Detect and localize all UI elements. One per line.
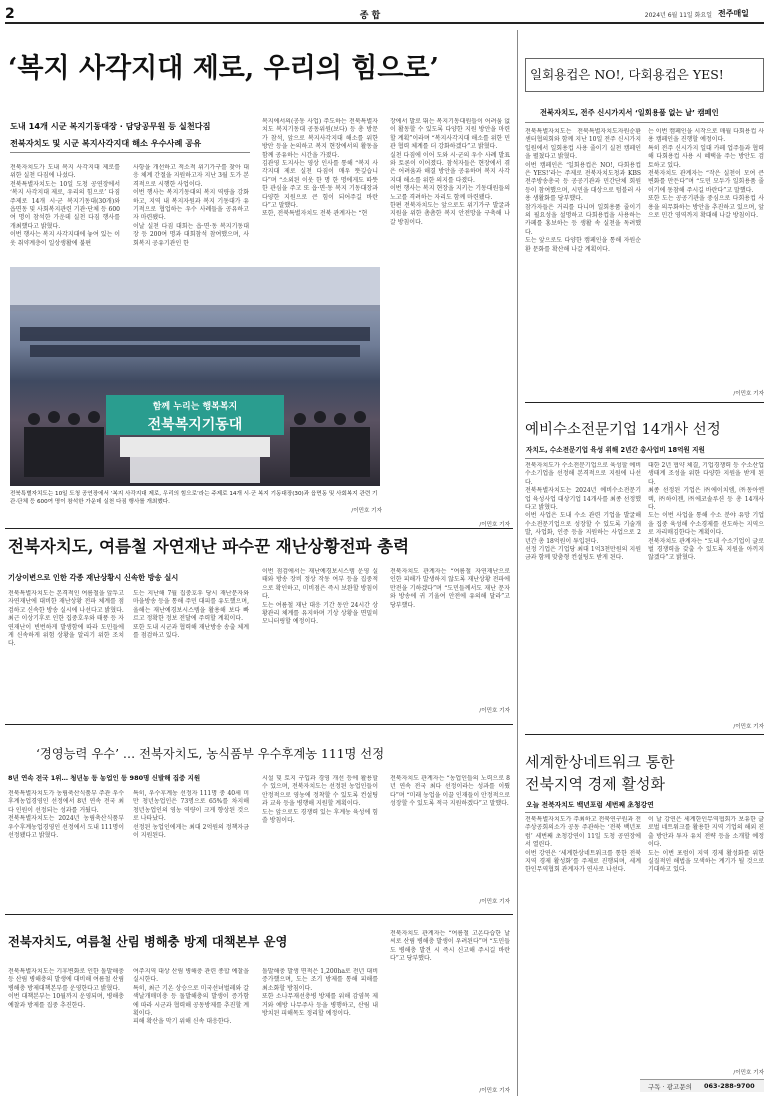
page-number: 2 <box>5 6 15 22</box>
article-headline: ‘경영능력 우수’ … 전북자치도, 농식품부 우수후계농 111명 선정 <box>36 747 385 761</box>
article-headline: ‘복지 사각지대 제로, 우리의 힘으로’ <box>8 53 439 84</box>
article-body: 전북자치도 관계자는 “농업인들의 노력으로 8년 연속 전국 최다 선정이라는 성과를 이뤘다”며 “미래 농업을 이끌 인재들이 안정적으로 성장할 수 있도록 적극 지원하겠다”고 말했다. <box>390 775 510 808</box>
article-byline: /이민호 기자 <box>479 708 510 714</box>
article-headline: 전북자치도, 여름철 산림 병해충 방제 대책본부 운영 <box>8 934 288 949</box>
article-headline: 예비수소전문기업 14개사 선정 <box>525 422 721 438</box>
article-body: 장에서 발로 뛰는 복지기동대원들이 어려움 없이 활동할 수 있도록 다양한 지원 방안을 마련할 계획”이라며 “복지사각지대 해소를 위한 민관 협력 체계를 더 강화하겠다”고 밝혔다. 실천 다짐에 이어 도와 시·군의 우수 사례 발표와 토론이 이어졌다. 참석자들은 현장에서 겪은 어려움과 해결 방안을 공유하며 복지 사각지대 해소를 위한 의지를 다졌다. 이번 행사는 복지 현장을 지키는 기동대원들의 노고를 격려하는 자리도 함께 마련됐다. 한편 전북자치도는 앞으로도 위기가구 발굴과 지원을 위한 촘촘한 복지 안전망을 구축해 나갈 방침이다. <box>390 118 510 226</box>
section-rule <box>5 724 513 725</box>
article-subheading: 전북자치도 및 시군 복지사각지대 해소 우수사례 공유 <box>10 138 202 148</box>
article-headline: 세계한상네트워크 통한 <box>525 753 675 771</box>
section-rule <box>5 914 513 915</box>
article-body: 전북특별자치도는 기후변화로 인한 돌발해충 등 산림 병해충의 발생에 대비해 여름철 산림 병해충 방제대책본부를 운영한다고 밝혔다. 이번 대책본부는 10월까지 운영되며, 병해충 예찰과 방제를 집중 추진한다. <box>8 968 124 1009</box>
article-subheading: 도내 14개 시군 복지기동대장 · 담당공무원 등 실천다짐 <box>10 121 211 131</box>
issue-date: 2024년 6월 11일 화요일 <box>644 12 712 19</box>
column-divider <box>517 30 518 1096</box>
article-body: 특히, 우수후계농 선정자 111명 중 40세 미만 청년농업인은 73명으로 65%를 차지해 청년농업인의 영농 역량이 크게 향상된 것으로 나타났다. 선정된 농업인에게는 최대 2억원의 정책자금이 지원된다. <box>133 790 249 840</box>
article-body: 전북자치도 관계자는 “여름철 고온다습한 날씨로 산림 병해충 발생이 우려된다”며 “도민들도 병해충 발견 시 즉시 신고해 주시길 바란다”고 당부했다. <box>390 930 510 963</box>
article-headline: 전북자치도, 여름철 자연재난 파수꾼 재난상황전파 총력 <box>8 537 410 556</box>
divider <box>525 458 764 459</box>
photo-caption: 전북특별자치도는 10일 도청 공연장에서 ‘복지 사각지대 제로, 우리의 힘으로’라는 주제로 14개 시·군 복지 기동대장(30)과 읍면동 및 사회복지 관련 기관·단체 등 600여 명이 참석한 가운데 실천 다짐 행사를 개최했다. <box>10 491 378 505</box>
article-body: 이번 점검에서는 재난예경보시스템 운영 실태와 방송 장비 정상 작동 여부 등을 집중적으로 확인하고, 미비점은 즉시 보완할 방침이다. 도는 여름철 재난 대응 기간 동안 24시간 상황관리 체계를 유지하며 기상 상황을 면밀히 모니터링할 예정이다. <box>262 568 378 626</box>
article-body: 는 이번 캠페인을 시작으로 매월 다회용컵 사용 캠페인을 진행할 예정이다. 특히 전주 신시가지 일대 카페 업주들과 협력해 다회용컵 사용 시 혜택을 주는 방안도 검토하고 있다. 전북자치도 관계자는 “작은 실천이 모여 큰 변화를 만든다”며 “도민 모두가 일회용품 줄이기에 동참해 주시길 바란다”고 말했다. 또한 도는 공공기관을 중심으로 다회용컵 사용을 의무화하는 방안을 추진하고 있으며, 앞으로 민간 영역까지 확대해 나갈 방침이다. <box>648 128 764 220</box>
article-subheading: 기상이변으로 인한 각종 재난상황시 신속한 방송 실시 <box>8 573 179 582</box>
divider <box>10 152 250 153</box>
article-body: 대한 2년 협약 체결, 기업경쟁력 등 수소산업 생태계 조성을 위한 다양한 지원을 받게 된다. 최종 선정된 기업은 ㈜에이치엠, ㈜동아엔텍, ㈜하이젠, ㈜에코솔루션 등 총 14개사다. 도는 이번 사업을 통해 수소 분야 유망 기업을 집중 육성해 수소경제를 선도하는 지역으로 자리매김한다는 계획이다. 전북자치도 관계자는 “도내 수소기업이 글로벌 경쟁력을 갖출 수 있도록 지원을 아끼지 않겠다”고 밝혔다. <box>648 462 764 562</box>
article-byline: /이민호 기자 <box>479 1088 510 1094</box>
article-byline: /이민호 기자 <box>479 899 510 905</box>
article-headline: 전북지역 경제 활성화 <box>525 775 665 793</box>
article-body: 사항을 개선하고 적소적 위기가구를 찾아 대응 체계 간절을 지원하고자 지난 3월 도가 본격적으로 시행한 사업이다. 이번 행사는 복지기동대의 복지 역량을 강화하고, 지역 내 복지자원과 복지 기동대가 유기적으로 협업하는 우수 사례들을 공유하고자 마련됐다. 이날 실천 다짐 대회는 읍·면·동 복지기동대장 등 200여 명과 대회참석 참여했으며, 사회복지 공유기관인 한 <box>133 164 249 247</box>
section-label: 종 합 <box>359 11 381 21</box>
article-subheading: 자치도, 수소전문기업 육성 위해 2년간 총사업비 18억원 지원 <box>526 446 705 454</box>
article-body: 돌발해충 발생 면적은 1,200ha로 전년 대비 증가했으며, 도는 조기 방제를 통해 피해를 최소화할 방침이다. 또한 소나무재선충병 방제를 위해 감염목 제거와 예방 나무주사 등을 병행하고, 산림 내 방치된 피해목도 정리할 예정이다. <box>262 968 378 1018</box>
article-byline: /이민호 기자 <box>733 724 764 730</box>
section-rule <box>5 528 513 529</box>
article-body: 시설 및 토지 구입과 경영 개선 등에 활용할 수 있으며, 전북자치도는 선정된 농업인들이 안정적으로 영농에 정착할 수 있도록 컨설팅과 교육 등을 병행해 지원할 계획이다. 도는 앞으로도 경쟁력 있는 후계농 육성에 힘쓸 방침이다. <box>262 775 378 825</box>
divider <box>525 812 764 813</box>
divider <box>525 122 764 123</box>
article-byline: /이민호 기자 <box>479 522 510 528</box>
photo-banner-text: 전북복지기동대 <box>147 417 243 433</box>
article-body: 이 날 강연은 세계한인무역협회가 보유한 글로벌 네트워크를 활용한 지역 기업의 해외 진출 방안과 투자 유치 전략 등을 소개할 예정이다. 도는 이번 포럼이 지역 경제 활성화를 위한 실질적인 해법을 모색하는 계기가 될 것으로 기대하고 있다. <box>648 816 764 874</box>
article-body: 전북특별자치도가 주최하고 전북연구원과 전주상공회의소가 공동 주관하는 ‘전북 백년포럼’ 세번째 초청강연이 11일 도청 공연장에서 열린다. 이번 강연은 ‘세계한상네트워크를 통한 전북지역 경제 활성화’를 주제로 진행되며, 세계한인무역협회 관계자가 연사로 나선다. <box>525 816 641 874</box>
article-subheading: 전북자치도, 전주 신시가지서 ‘일회용품 없는 날’ 캠페인 <box>540 108 719 117</box>
article-subheading: 8년 연속 전국 1위… 청년농 등 농업인 등 980명 신발해 집중 지원 <box>8 774 201 782</box>
event-photo <box>10 267 380 486</box>
article-body: 도는 지난해 7월 집중호우 당시 재난문자와 마을방송 등을 통해 주민 대피를 유도했으며, 올해는 재난예경보시스템을 활용해 보다 빠르고 정확한 정보 전달에 주력할 계획이다. 또한 도내 시군과 협력해 재난방송 송출 체계를 점검하고 있다. <box>133 590 249 640</box>
section-rule <box>525 734 764 735</box>
footer-phone: 063-288-9700 <box>704 1082 755 1090</box>
subscription-footer <box>640 1079 764 1092</box>
article-body: 여주지역 대상 산림 병해충 관련 종합 예찰을 실시한다. 특히, 최근 기온 상승으로 미국선녀벌레와 갈색날개매미충 등 돌발해충의 발생이 증가함에 따라 시군과 협력해 공동방제를 추진할 계획이다. 피해 확산을 막기 위해 신속 대응한다. <box>133 968 249 1026</box>
article-body: 전북자치도 관계자는 “여름철 자연재난으로 인한 피해가 발생하지 않도록 재난상황 전파에 만전을 기하겠다”며 “도민들께서도 재난 문자와 방송에 귀 기울여 안전에 유의해 달라”고 당부했다. <box>390 568 510 609</box>
footer-label: 구독 · 광고문의 <box>648 1083 692 1091</box>
newspaper-brand: 전주매일 <box>718 9 749 18</box>
article-body: 전북특별자치도는 본격적인 여름철을 앞두고 자연재난에 대비한 재난상황 전파 체계를 점검하고 신속한 방송 실시에 나선다고 밝혔다. 최근 이상기후로 인한 집중호우와 태풍 등 자연재난이 빈번하게 발생함에 따라 도민들에게 신속하게 위험 상황을 알리기 위한 조치다. <box>8 590 124 648</box>
article-byline: /이민호 기자 <box>733 1070 764 1076</box>
caption-byline: /이민호 기자 <box>351 508 382 514</box>
article-body: 전북특별자치도가 농림축산식품부 주관 우수후계농업경영인 선정에서 8년 연속 전국 최다 인원이 선정되는 성과를 거뒀다. 전북특별자치도는 2024년 농림축산식품부 우수후계농업경영인 선정에서 도내 111명이 선정됐다고 밝혔다. <box>8 790 124 840</box>
article-subheading: 오늘 전북자치도 백년포럼 세번째 초청강연 <box>526 801 654 809</box>
boxed-headline-text: 일회용컵은 NO!, 다회용컵은 YES! <box>530 67 724 82</box>
article-body: 전북자치도가 수소전문기업으로 육성할 예비수소기업을 선정해 본격적으로 지원에 나선다. 전북특별자치도는 2024년 예비수소전문기업 육성사업 대상기업 14개사를 최종 선정했다고 밝혔다. 이번 사업은 도내 수소 관련 기업을 발굴해 수소전문기업으로 성장할 수 있도록 기술개발, 사업화, 인증 등을 지원하는 사업으로 2년간 총 18억원이 투입된다. 선정 기업은 기업당 최대 1억3천만원의 지원금과 함께 맞춤형 컨설팅도 받게 된다. <box>525 462 641 562</box>
header-rule <box>5 22 764 24</box>
section-rule <box>525 402 764 403</box>
photo-banner-text: 함께 누리는 행복복지 <box>152 402 238 412</box>
article-body: 복지에서의(공동 사업) 주도하는 전북특별자치도 복지기동대 공동위원(보다) 등 총 방문가 참석, 앞으로 복지사각지대 해소를 위한 방안 등을 논의하고 복지 현장에서의 활동을 함께 공유하는 시간을 가졌다. 김관영 도지사는 영상 인사를 통해 “복지 사각지대 제로 실천 다짐이 매우 뜻깊습니다”며 “소외된 이웃 한 명 한 명에게도 따뜻한 관심을 주고 또 읍·면·동 복지 기동대장과 다양한 지원으로 큰 힘이 되어주길 바란다”고 말했다. 또한, 전북특별자치도 전북 관계자는 “현 <box>262 118 378 218</box>
article-body: 전북특별자치도는 전북특별자치도자원순환센터협의회와 함께 지난 10일 전주 신시가지 일원에서 일회용컵 사용 줄이기 실천 캠페인을 펼쳤다고 밝혔다. 이번 캠페인은 ‘일회용컵은 NO!, 다회용컵은 YES!’라는 주제로 전북자치도청과 KBS 전주방송총국 등 공공기관과 민간단체 회원 등이 참여했으며, 시민을 대상으로 텀블러 사용 생활화를 당부했다. 참가자들은 거리를 다니며 일회용품 줄이기의 필요성을 설명하고 다회용컵을 사용하는 카페를 홍보하는 등 생활 속 실천을 독려했다. 도는 앞으로도 다양한 캠페인을 통해 자원순환 문화를 확산해 나갈 계획이다. <box>525 128 641 253</box>
article-body: 전북자치도가 도내 복지 사각지대 제로를 위한 실천 다짐에 나섰다. 전북특별자치도는 10일 도청 공연장에서 ‘복지 사각지대 제로, 우리의 힘으로’ 다짐 주제로 14개 시·군 복지기동대(30개)와 읍면동 및 사회복지관련 기관·단체 등 600여 명이 참석한 가운데 실천 다짐 행사를 개최했다고 밝혔다. 이번 행사는 복지 사각지대에 놓여 있는 이웃 취약계층이 일상생활에 불편 <box>10 164 120 247</box>
article-byline: /이민호 기자 <box>733 391 764 397</box>
